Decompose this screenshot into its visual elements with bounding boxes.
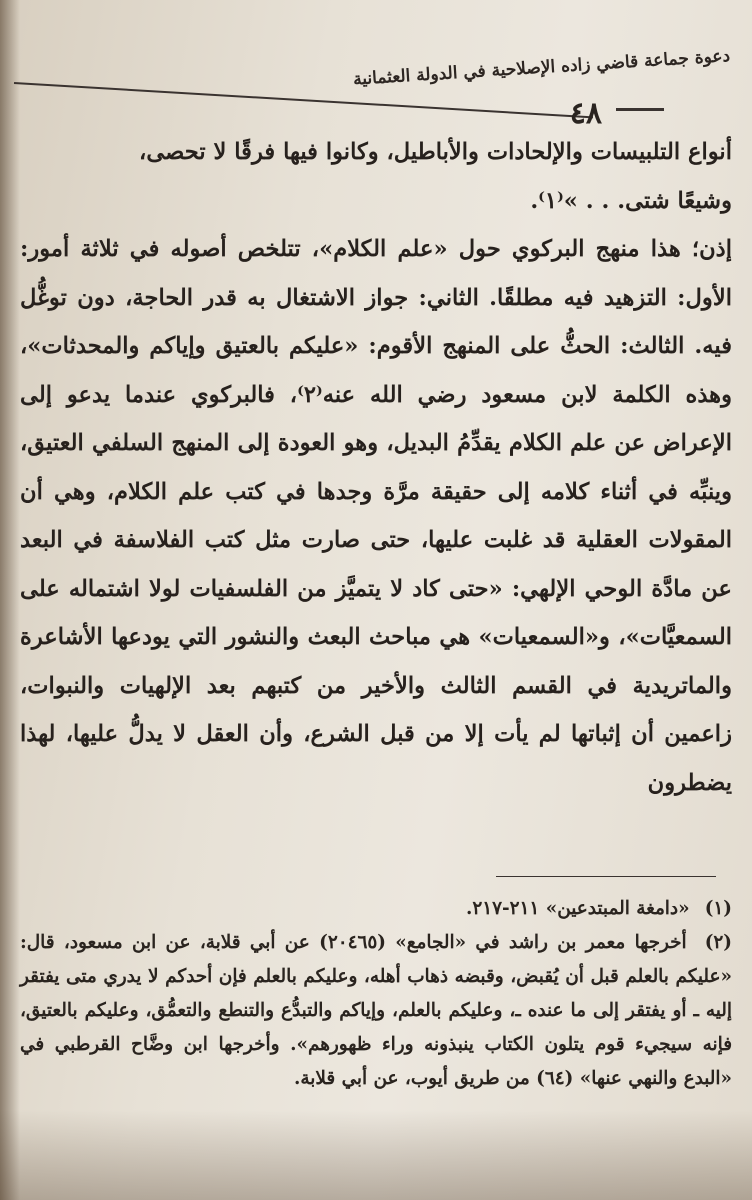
main-text: [20, 128, 732, 807]
footnote-text: أخرجها معمر بن راشد في «الجامع» (٢٠٤٦٥) عن أبي قلابة، عن ابن مسعود، قال: «عليكم بالعلم قبل أن يُقبض، وقبضه ذهاب أهله، وعليكم بالعلم فإن أحدكم لا يدري متى يفتقر إليه ـ أو يفتقر إلى ما عنده ـ، وعليكم بالعلم، وإياكم والتبدُّع والتنطع والتعمُّق، وعليكم بالعتيق، فإنه سيجيء قوم يتلون الكتاب ينبذونه وراء ظهورهم». وأخرجها ابن وضَّاح القرطبي في «البدع والنهي عنها» (٦٤) من طريق أيوب، عن أبي قلابة.: [20, 932, 732, 1089]
footnote-text: «دامغة المبتدعين» ٢١١-٢١٧.: [465, 898, 690, 919]
running-header: دعوة جماعة قاضي زاده الإصلاحية في الدولة العثمانية: [352, 46, 731, 90]
binding-shadow: [0, 0, 20, 1200]
bottom-shadow: [0, 1110, 752, 1200]
footnote-number: (٢): [704, 932, 732, 953]
text-line: أنواع التلبيسات والإلحادات والأباطيل، وكانوا فيها فرقًا لا تحصى،: [139, 139, 732, 165]
footnote: [20, 926, 732, 1096]
text-line: وشيعًا شتى. . . »⁽١⁾.: [530, 187, 732, 214]
footnote-separator: [496, 876, 716, 877]
footnote-number: (١): [704, 898, 732, 919]
footnotes: [20, 892, 732, 1096]
page-number-dash: [616, 108, 664, 111]
page-number: ٤٨: [569, 96, 602, 131]
footnote: [20, 892, 732, 926]
paragraph: إذن؛ هذا منهج البركوي حول «علم الكلام»، تتلخص أصوله في ثلاثة أمور: الأول: التزهيد فيه مطلقًا. الثاني: جواز الاشتغال به قدر الحاجة، دون توغُّل فيه. الثالث: الحثُّ على المنهج الأقوم: «عليكم بالعتيق وإياكم والمحدثات»، وهذه الكلمة لابن مسعود رضي الله عنه⁽٢⁾، فالبركوي عندما يدعو إلى الإعراض عن علم الكلام يقدِّمُ البديل، وهو العودة إلى المنهج السلفي العتيق، وينبِّه في أثناء كلامه إلى حقيقة مرَّة وجدها في كتب علم الكلام، وهي أن المقولات العقلية قد غلبت عليها، حتى صارت مثل كتب الفلاسفة في البعد عن مادَّة الوحي الإلهي: «حتى كاد لا يتميَّز من الفلسفيات لولا اشتماله على السمعيَّات»، و«السمعيات» هي مباحث البعث والنشور التي يودعها الأشاعرة والماتريدية في القسم الثالث والأخير من كتبهم بعد الإلهيات والنبوات، زاعمين أن إثباتها لم يأت إلا من قبل الشرع، وأن العقل لا يدلُّ عليها، لهذا يضطرون: [20, 236, 732, 796]
